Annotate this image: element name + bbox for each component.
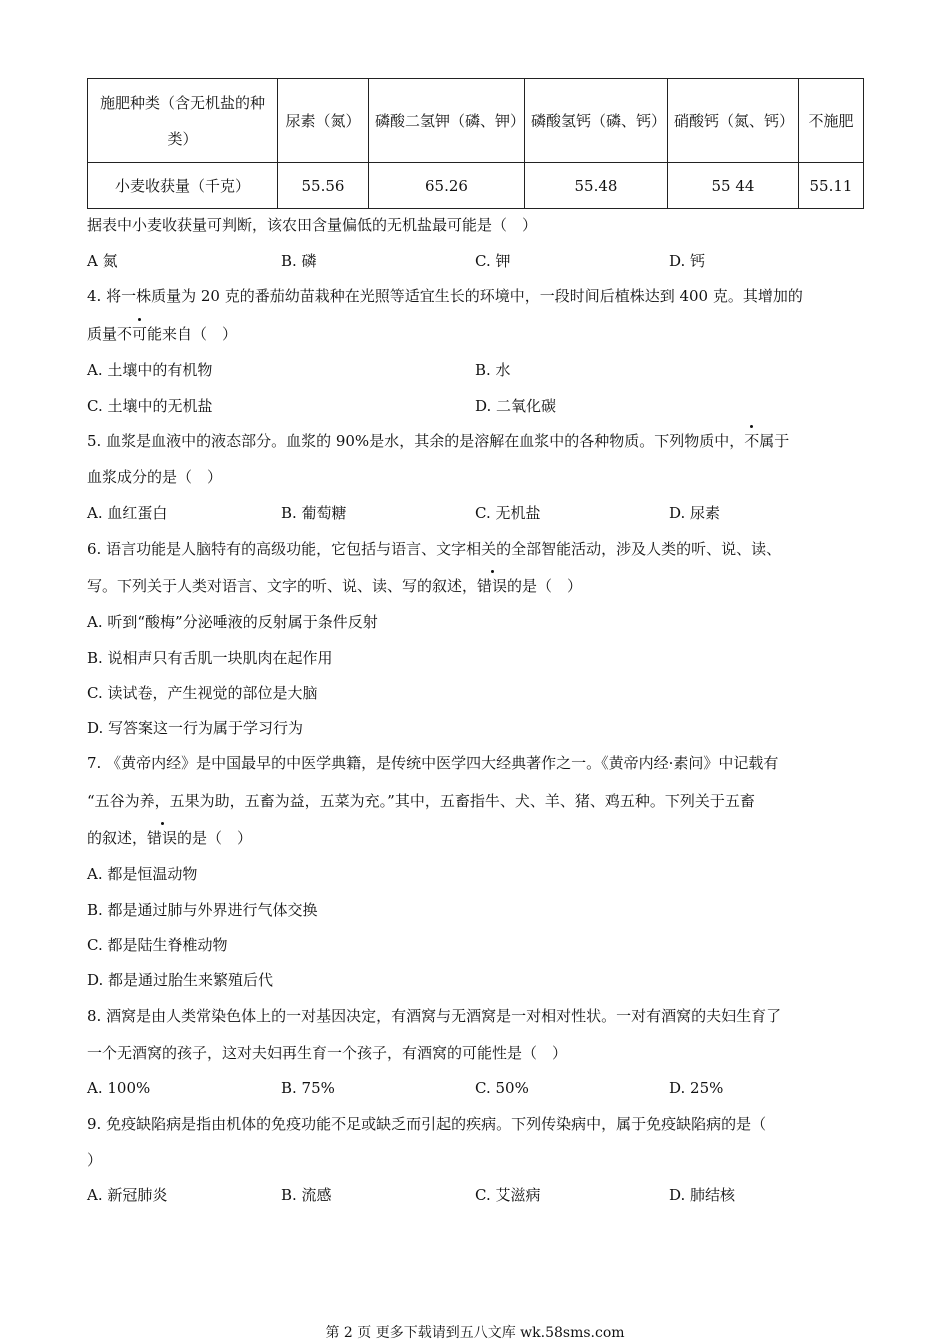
table-cell: 55.56 bbox=[278, 163, 369, 209]
q7-stem-text: 的叙述， bbox=[87, 829, 148, 847]
q4-option-b: B. 水 bbox=[475, 361, 511, 379]
q5-stem-text: 5. 血浆是血液中的液态部分。血浆的 90%是水，其余的是溶解在血浆中的各种物质。下列物质中， bbox=[87, 432, 745, 450]
q4-option-c: C. 土壤中的无机盐 bbox=[87, 397, 213, 415]
q7-stem-text: 的是（ ） bbox=[177, 829, 253, 847]
q7-option-c: C. 都是陆生脊椎动物 bbox=[87, 936, 228, 954]
q8-option-c: C. 50% bbox=[475, 1079, 529, 1097]
q5-option-b: B. 葡萄糖 bbox=[281, 504, 347, 522]
q8-option-a: A. 100% bbox=[87, 1079, 151, 1097]
q7-stem-line3 bbox=[87, 827, 252, 849]
q4-stem-text: 质量 bbox=[87, 325, 118, 343]
q9-option-a: A. 新冠肺炎 bbox=[87, 1186, 168, 1204]
q3-option-b: B. 磷 bbox=[281, 252, 317, 270]
q7-stem-line1: 7. 《黄帝内经》是中国最早的中医学典籍，是传统中医学四大经典著作之一。《黄帝内经·素问》中记载有 bbox=[87, 754, 779, 772]
table-header-cell: 尿素（氮） bbox=[278, 79, 369, 163]
q4-stem-line1: 4. 将一株质量为 20 克的番茄幼苗栽种在光照等适宜生长的环境中，一段时间后植株达到 400 克。其增加的 bbox=[87, 287, 803, 305]
table-header-cell: 磷酸二氢钾（磷、钾） bbox=[369, 79, 525, 163]
table-header-cell: 磷酸氢钙（磷、钙） bbox=[525, 79, 668, 163]
q9-option-d: D. 肺结核 bbox=[669, 1186, 736, 1204]
table-header-cell: 不施肥 bbox=[799, 79, 864, 163]
table-cell: 55.11 bbox=[799, 163, 864, 209]
q5-stem-line1 bbox=[87, 430, 789, 452]
q7-option-a: A. 都是恒温动物 bbox=[87, 865, 198, 883]
q4-stem-text: 来自（ ） bbox=[162, 325, 238, 343]
q4-option-a: A. 土壤中的有机物 bbox=[87, 361, 213, 379]
q9-stem-line1: 9. 免疫缺陷病是指由机体的免疫功能不足或缺乏而引起的疾病。下列传染病中，属于免疫缺陷病的是（ bbox=[87, 1115, 767, 1133]
q6-stem-line1: 6. 语言功能是人脑特有的高级功能，它包括与语言、文字相关的全部智能活动，涉及人类的听、说、读、 bbox=[87, 540, 782, 558]
q4-option-d: D. 二氧化碳 bbox=[475, 397, 557, 415]
q6-option-c: C. 读试卷，产生视觉的部位是大脑 bbox=[87, 684, 318, 702]
q9-option-b: B. 流感 bbox=[281, 1186, 332, 1204]
q6-emphasis: 错误 bbox=[477, 577, 508, 595]
table-row-label: 小麦收获量（千克） bbox=[88, 163, 278, 209]
table-header-row bbox=[88, 79, 864, 163]
fertilizer-table bbox=[87, 78, 864, 209]
page-footer: 第 2 页 更多下载请到五八文库 wk.58sms.com bbox=[325, 1325, 625, 1341]
table-row bbox=[88, 163, 864, 209]
table-cell: 55 44 bbox=[668, 163, 799, 209]
q3-stem: 据表中小麦收获量可判断，该农田含量偏低的无机盐最可能是（ ） bbox=[87, 216, 538, 234]
q9-option-c: C. 艾滋病 bbox=[475, 1186, 541, 1204]
q6-stem-text: 写。下列关于人类对语言、文字的听、说、读、写的叙述， bbox=[87, 577, 478, 595]
table-cell: 65.26 bbox=[369, 163, 525, 209]
q5-stem-line2: 血浆成分的是（ ） bbox=[87, 468, 223, 486]
q5-option-a: A. 血红蛋白 bbox=[87, 504, 168, 522]
q7-stem-line2: “五谷为养，五果为助，五畜为益，五菜为充。”其中，五畜指牛、犬、羊、猪、鸡五种。下列关于五畜 bbox=[87, 792, 755, 810]
q4-emphasis: 不可能 bbox=[117, 325, 163, 343]
q6-option-d: D. 写答案这一行为属于学习行为 bbox=[87, 719, 304, 737]
q8-option-d: D. 25% bbox=[669, 1079, 724, 1097]
q3-option-c: C. 钾 bbox=[475, 252, 511, 270]
q3-option-a: A 氮 bbox=[87, 252, 118, 270]
table-cell: 55.48 bbox=[525, 163, 668, 209]
q8-option-b: B. 75% bbox=[281, 1079, 335, 1097]
q5-option-c: C. 无机盐 bbox=[475, 504, 541, 522]
q3-option-d: D. 钙 bbox=[669, 252, 706, 270]
table-header-label: 施肥种类（含无机盐的种类） bbox=[88, 79, 278, 163]
q6-stem-text: 的是（ ） bbox=[507, 577, 583, 595]
q5-option-d: D. 尿素 bbox=[669, 504, 721, 522]
q4-stem-line2 bbox=[87, 323, 237, 345]
q9-stem-line2: ） bbox=[87, 1151, 103, 1169]
q5-emphasis: 不 bbox=[744, 432, 760, 450]
q7-option-d: D. 都是通过胎生来繁殖后代 bbox=[87, 971, 274, 989]
q6-option-a: A. 听到“酸梅”分泌唾液的反射属于条件反射 bbox=[87, 613, 378, 631]
q5-stem-text: 属于 bbox=[759, 432, 790, 450]
table-header-cell: 硝酸钙（氮、钙） bbox=[668, 79, 799, 163]
q7-emphasis: 错误 bbox=[147, 829, 178, 847]
q8-stem-line1: 8. 酒窝是由人类常染色体上的一对基因决定，有酒窝与无酒窝是一对相对性状。一对有酒窝的夫妇生育了 bbox=[87, 1007, 782, 1025]
q6-option-b: B. 说相声只有舌肌一块肌肉在起作用 bbox=[87, 649, 333, 667]
q6-stem-line2 bbox=[87, 575, 582, 597]
q7-option-b: B. 都是通过肺与外界进行气体交换 bbox=[87, 901, 318, 919]
q8-stem-line2: 一个无酒窝的孩子，这对夫妇再生育一个孩子，有酒窝的可能性是（ ） bbox=[87, 1044, 568, 1062]
